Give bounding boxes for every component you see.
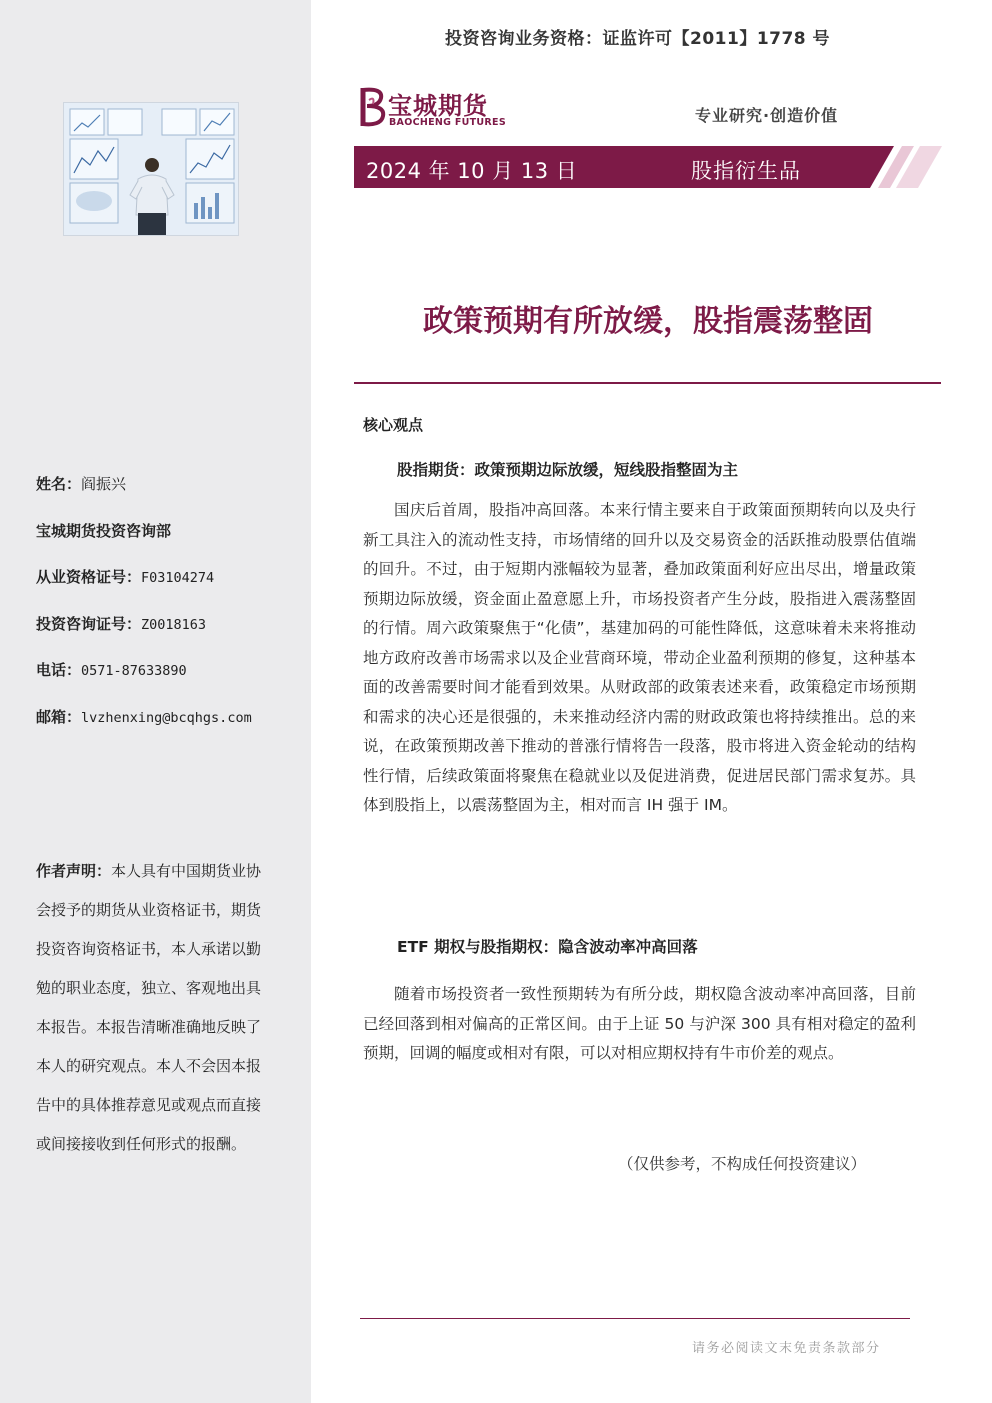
baocheng-logo-icon [355,84,389,130]
phone-label: 电话： [36,661,82,679]
index-futures-paragraph: 国庆后首周，股指冲高回落。本来行情主要来自于政策面预期转向以及央行新工具注入的流动性支持，市场情绪的回升以及交易资金的活跃推动股票估值端的回升。不过，由于短期内涨幅较为显著，叠加政策面利好应出尽出，增量政策预期边际放缓，资金面止盈意愿上升，市场投资者产生分歧，股指进入震荡整固的行情。周六政策聚焦于“化债”，基建加码的可能性降低，这意味着未来将推动地方政府改善市场需求以及企业营商环境，带动企业盈利预期的修复，这种基本面的改善需要时间才能看到效果。从财政部的政策表述来看，政策稳定市场预期和需求的决心还是很强的，未来推动经济内需的财政政策也将持续推出。总的来说，在政策预期改善下推动的普涨行情将告一段落，股市将进入资金轮动的结构性行情，后续政策面将聚焦在稳就业以及促进消费，促进居民部门需求复苏。具体到股指上，以震荡整固为主，相对而言 IH 强于 IM。 [363,501,916,814]
department-name: 宝城期货投资咨询部 [36,521,172,540]
email-address[interactable]: lvzhenxing@bcqhgs.com [81,709,252,726]
statement-label: 作者声明： [36,862,112,880]
investment-disclaimer: （仅供参考，不构成任何投资建议） [618,1155,867,1173]
consulting-number: Z0018163 [141,616,207,633]
qualification-label: 从业资格证号： [36,568,142,586]
consulting-row [36,614,306,661]
consulting-label: 投资咨询证号： [36,614,142,633]
qualification-row [36,567,306,614]
author-name: 阎振兴 [81,475,127,493]
email-label: 邮箱： [36,707,82,726]
company-slogan: 专业研究·创造价值 [695,106,839,125]
qualification-number: F03104274 [141,570,215,586]
author-info [36,474,306,753]
department-row [36,521,306,568]
company-logo [355,84,525,134]
report-category: 股指衍生品 [691,159,801,183]
author-sidebar [0,0,311,1403]
index-futures-heading: 股指期货：政策预期边际放缓，短线股指整固为主 [397,461,739,479]
license-info: 投资咨询业务资格：证监许可【2011】1778 号 [445,29,831,49]
logo-chinese-name: 宝城期货 [388,91,488,120]
report-title: 政策预期有所放缓，股指震荡整固 [423,304,873,339]
options-heading: ETF 期权与股指期权：隐含波动率冲高回落 [397,938,698,956]
email-row [36,707,306,754]
author-name-row [36,474,306,521]
author-statement [36,852,268,1164]
phone-row [36,660,306,707]
statement-text: 本人具有中国期货业协会授予的期货从业资格证书，期货投资咨询资格证书，本人承诺以勤勉的职业态度，独立、客观地出具本报告。本报告清晰准确地反映了本人的研究观点。本人不会因本报告中的具体推荐意见或观点而直接或间接接收到任何形式的报酬。 [36,862,262,1153]
footer-note: 请务必阅读文末免责条款部分 [692,1341,881,1356]
report-date: 2024 年 10 月 13 日 [366,159,578,183]
core-views-heading: 核心观点 [363,416,424,434]
footer-divider [360,1318,910,1319]
title-divider [354,382,941,384]
phone-number: 0571-87633890 [81,663,187,679]
logo-english-name: BAOCHENG FUTURES [389,117,506,128]
businessman-charts-illustration [64,103,239,236]
author-name-label: 姓名： [36,475,82,493]
options-paragraph: 随着市场投资者一致性预期转为有所分歧，期权隐含波动率冲高回落，目前已经回落到相对偏高的正常区间。由于上证 50 与沪深 300 具有相对稳定的盈利预期，回调的幅度或相对有限，可以对相应期权持有牛市价差的观点。 [363,985,916,1062]
cover-image [63,102,239,236]
